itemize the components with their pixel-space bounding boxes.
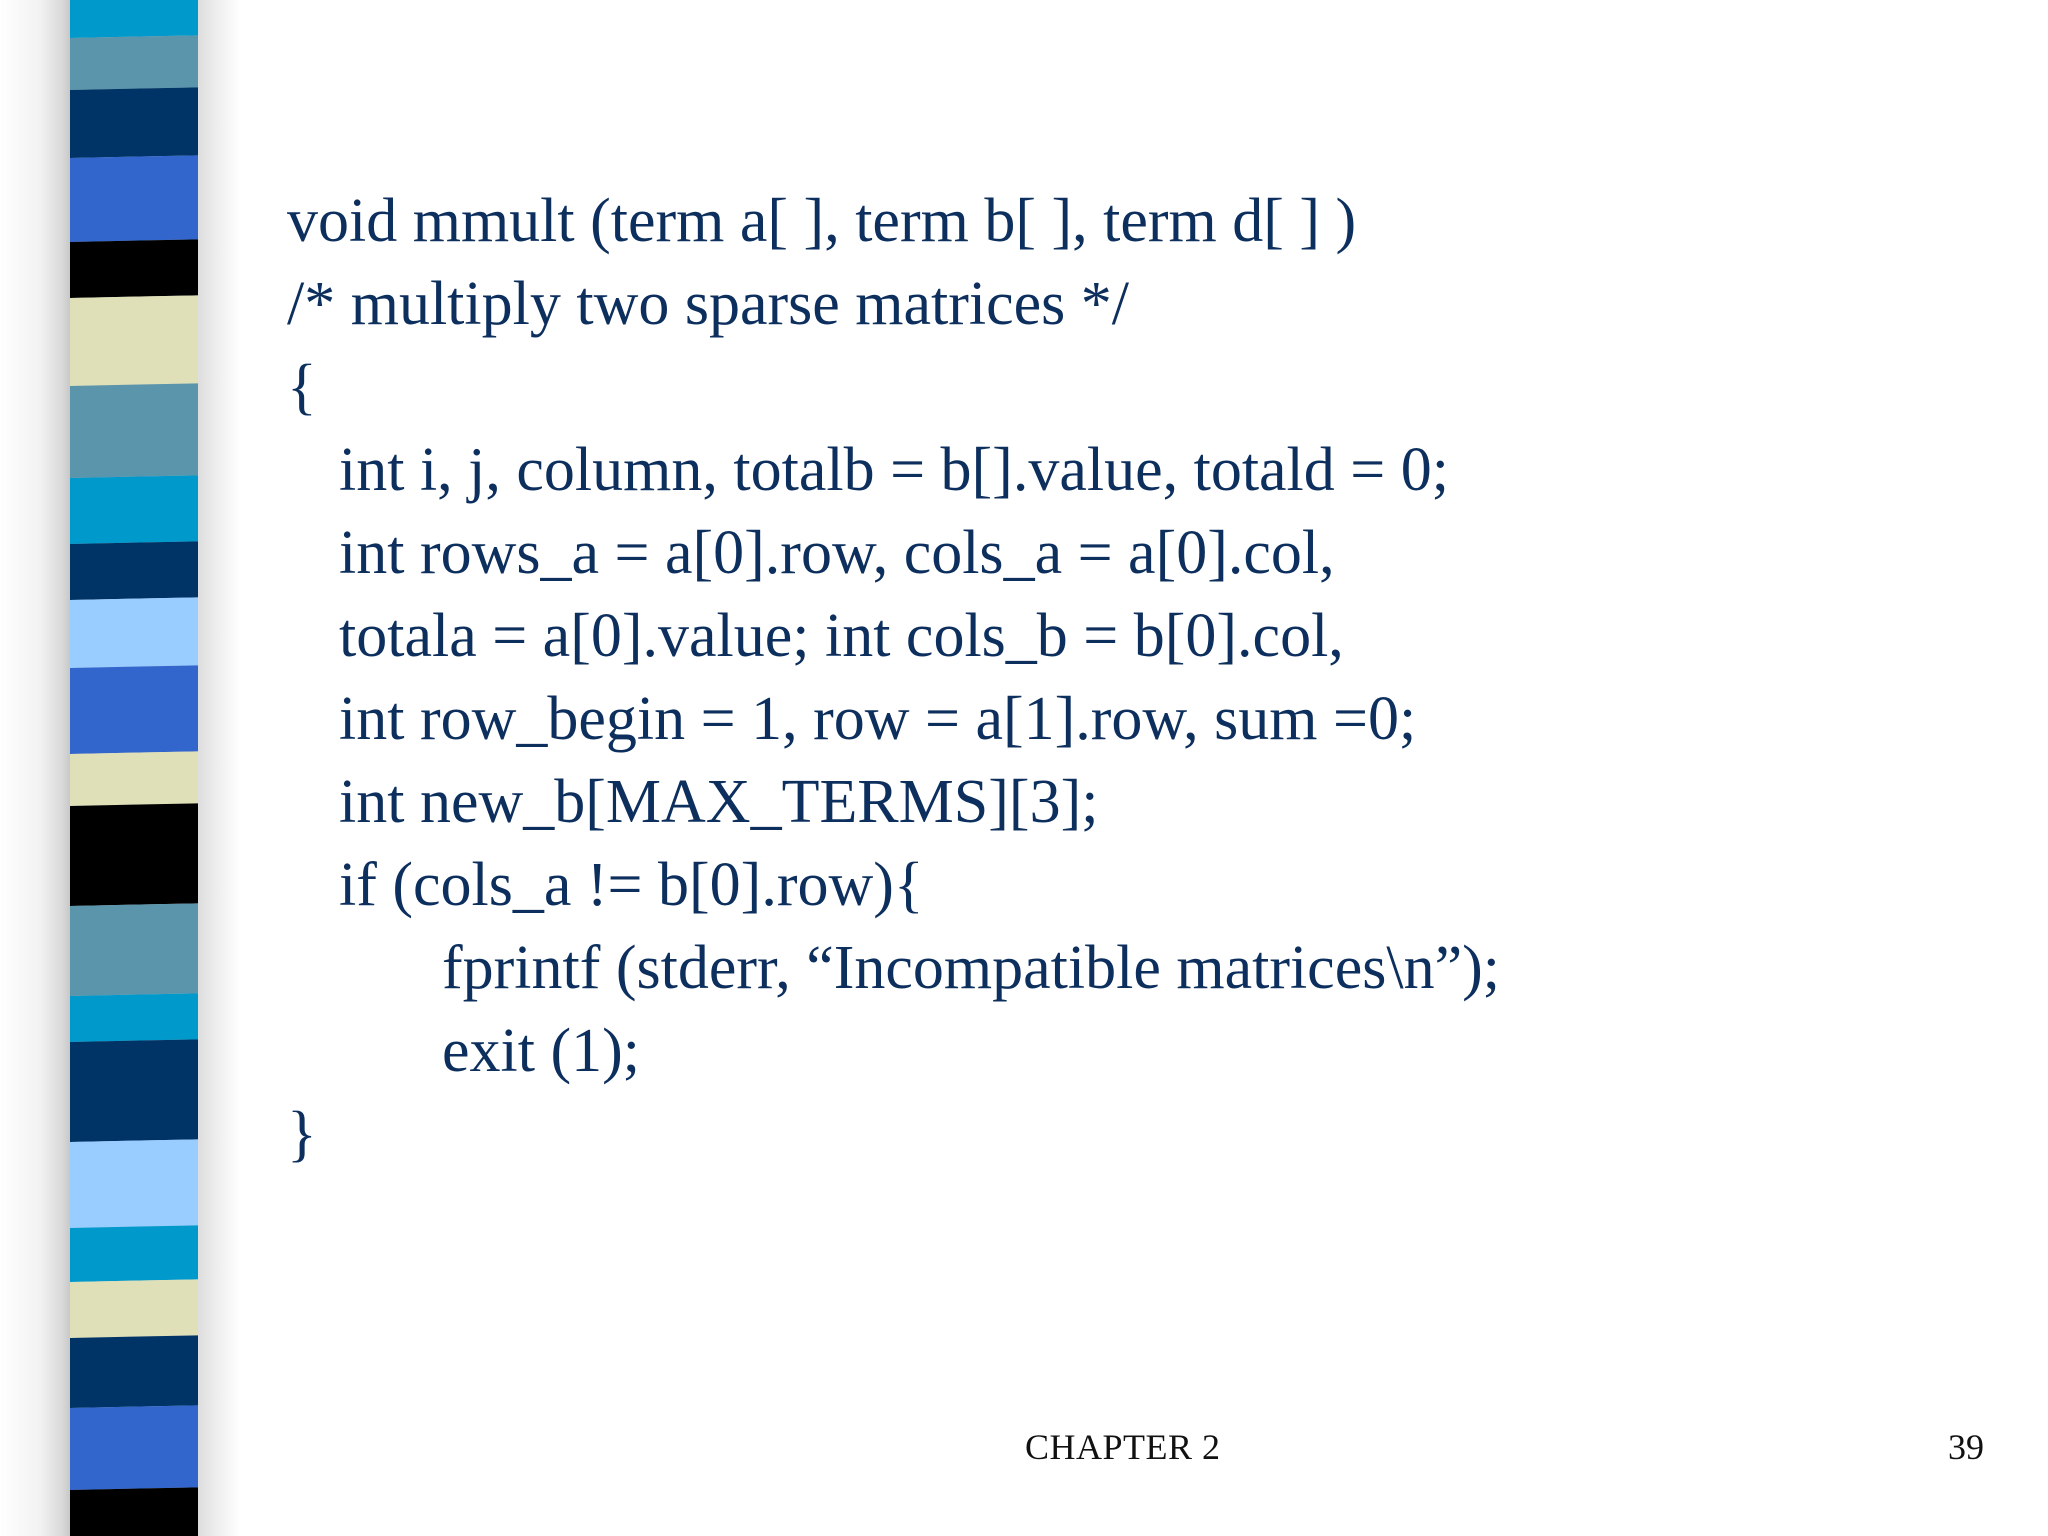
stripe [70,383,198,478]
code-line-signature: void mmult (term a[ ], term b[ ], term d[ ] ) [287,187,1357,255]
stripe [70,803,198,906]
stripe [70,1225,198,1282]
stripe [70,1279,198,1338]
code-line-declare-totala: totala = a[0].value; int cols_b = b[0].col, [339,602,1344,670]
code-line-open-brace: { [287,353,317,421]
stripe [70,993,198,1042]
code-line-fprintf: fprintf (stderr, “Incompatible matrices\n”); [442,934,1500,1002]
code-line-close-brace: } [287,1100,317,1168]
code-line-declare-totals: int i, j, column, totalb = b[].value, totald = 0; [339,436,1449,504]
stripe [70,903,198,996]
stripe [70,1335,198,1408]
stripe [70,1039,198,1142]
stripe [70,87,198,158]
stripe [70,35,198,90]
code-line-declare-rows-cols: int rows_a = a[0].row, cols_a = a[0].col, [339,519,1335,587]
stripe [70,1139,198,1228]
code-line-comment: /* multiply two sparse matrices */ [287,270,1130,338]
stripe [70,0,198,38]
stripe [70,239,198,298]
stripe [70,475,198,544]
stripe [70,1405,198,1490]
stripe [70,751,198,806]
stripe [70,155,198,242]
stripe [70,665,198,754]
stripe [70,541,198,600]
code-block [287,180,1747,1176]
footer-chapter-label: CHAPTER 2 [1025,1427,1221,1467]
page-number: 39 [1948,1427,1984,1467]
code-line-exit: exit (1); [442,1017,640,1085]
decorative-stripe-band [70,0,198,1536]
code-line-declare-new-b: int new_b[MAX_TERMS][3]; [339,768,1099,836]
stripe [70,1487,198,1536]
code-line-if-check: if (cols_a != b[0].row){ [339,851,924,919]
code-line-declare-row-begin: int row_begin = 1, row = a[1].row, sum =0; [339,685,1417,753]
stripe [70,295,198,386]
stripe [70,597,198,668]
